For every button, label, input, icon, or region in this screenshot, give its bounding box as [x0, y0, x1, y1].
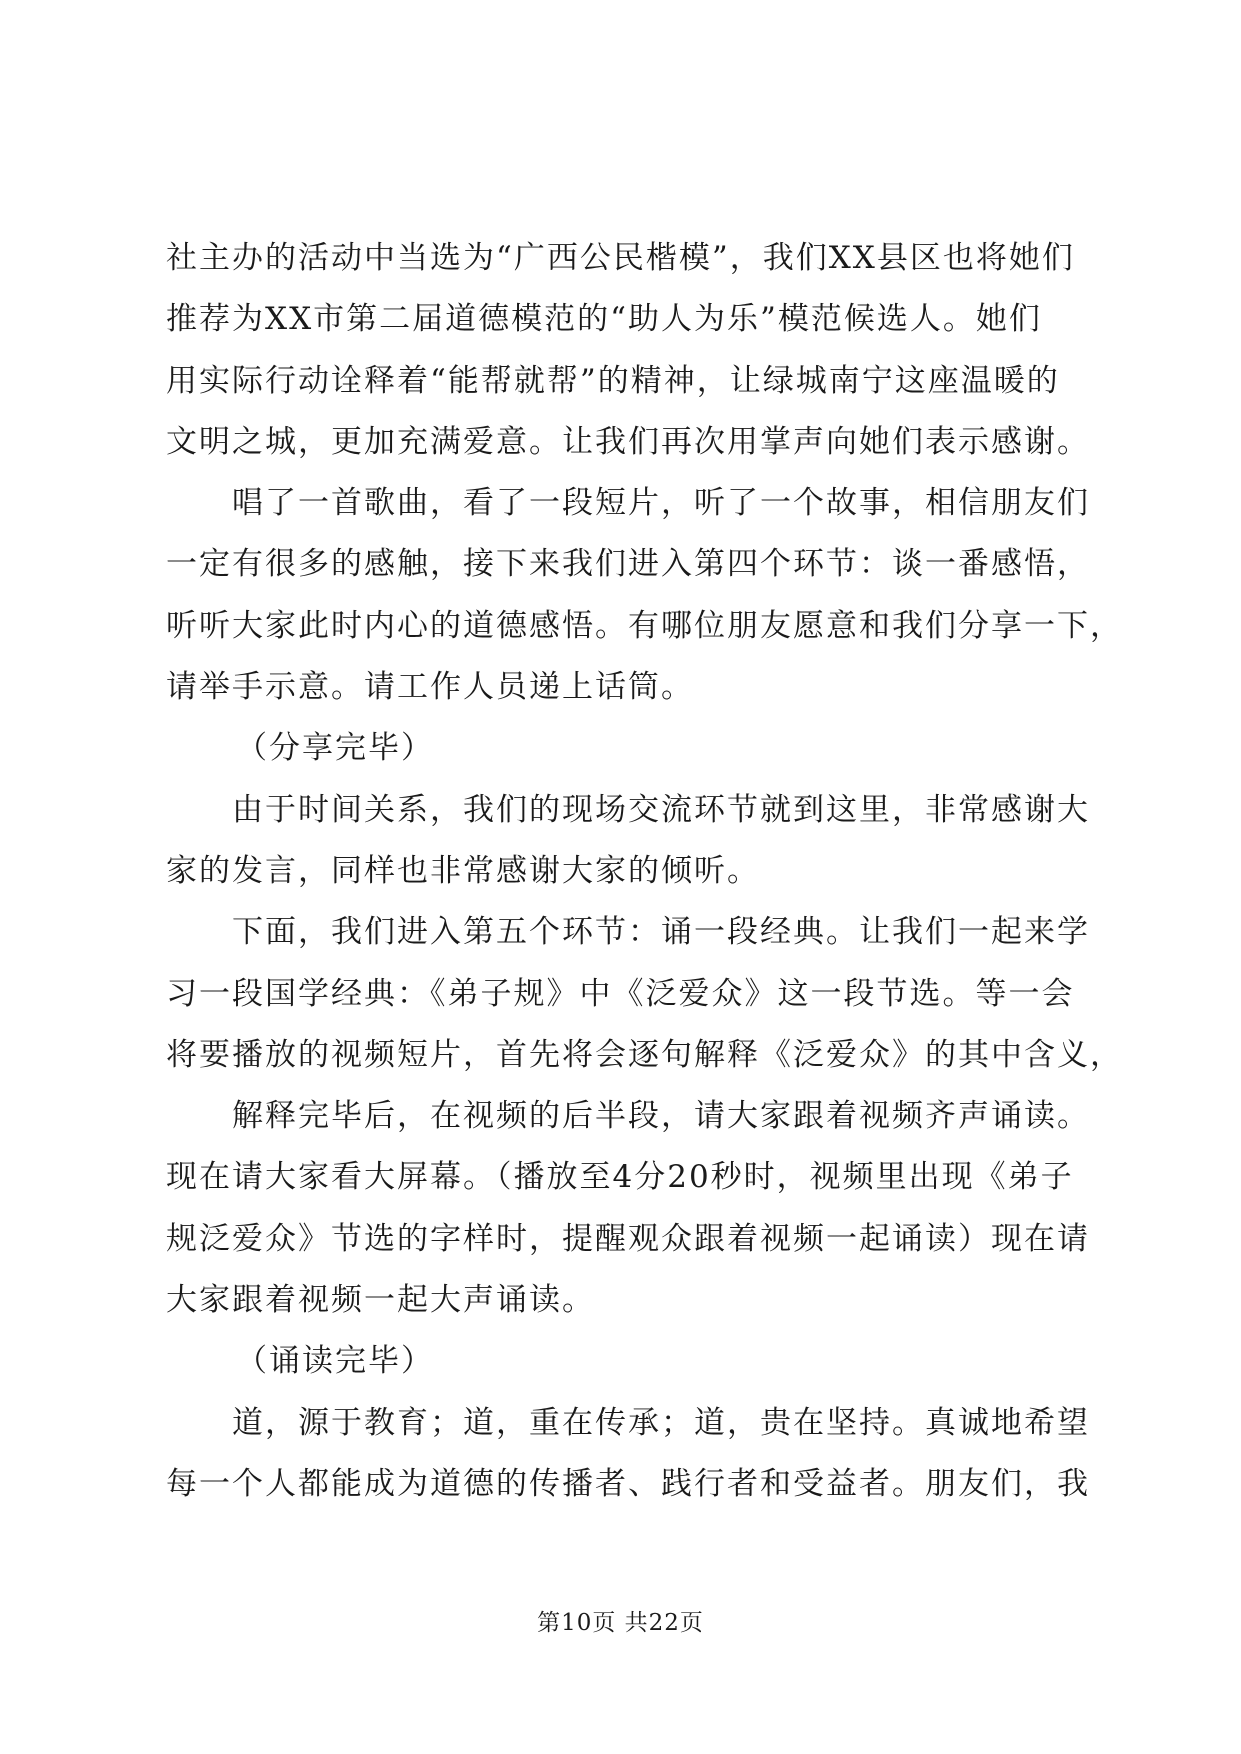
text-line: 将要播放的视频短片，首先将会逐句解释《泛爱众》的其中含义， [166, 1036, 1123, 1073]
text-line: 一定有很多的感触，接下来我们进入第四个环节：谈一番感悟， [166, 546, 1090, 583]
text-line: 每一个人都能成为道德的传播者、践行者和受益者。朋友们，我 [166, 1465, 1090, 1502]
text-line: 规泛爱众》节选的字样时，提醒观众跟着视频一起诵读）现在请 [166, 1220, 1090, 1257]
paragraph-start-line: 下面，我们进入第五个环节：诵一段经典。让我们一起来学 [232, 914, 1090, 951]
text-line: 推荐为XX市第二届道德模范的“助人为乐”模范候选人。她们 [166, 301, 1042, 338]
document-body [166, 228, 1123, 1515]
paragraph-start-line: 道，源于教育；道，重在传承；道，贵在坚持。真诚地希望 [232, 1404, 1090, 1441]
page-number: 第10页 共22页 [537, 1610, 704, 1636]
paragraph-start-line: 唱了一首歌曲，看了一段短片，听了一个故事，相信朋友们 [232, 485, 1090, 522]
paragraph-start-line: 解释完毕后，在视频的后半段，请大家跟着视频齐声诵读。 [232, 1098, 1090, 1135]
page-footer [0, 1604, 1241, 1637]
text-line: 大家跟着视频一起大声诵读。 [166, 1282, 595, 1319]
text-line: 文明之城，更加充满爱意。让我们再次用掌声向她们表示感谢。 [166, 423, 1090, 460]
text-line: 社主办的活动中当选为“广西公民楷模”，我们XX县区也将她们 [166, 240, 1075, 276]
paragraph-start-line: 由于时间关系，我们的现场交流环节就到这里，非常感谢大 [232, 791, 1090, 828]
stage-note: （诵读完毕） [236, 1343, 434, 1380]
text-line: 听听大家此时内心的道德感悟。有哪位朋友愿意和我们分享一下， [166, 607, 1123, 644]
text-line: 请举手示意。请工作人员递上话筒。 [166, 669, 694, 706]
text-line: 习一段国学经典：《弟子规》中《泛爱众》这一段节选。等一会 [166, 975, 1075, 1012]
stage-note: （分享完毕） [236, 730, 434, 767]
text-line: 现在请大家看大屏幕。（播放至4分20秒时，视频里出现《弟子 [166, 1159, 1074, 1196]
text-line: 家的发言，同样也非常感谢大家的倾听。 [166, 852, 760, 889]
text-line: 用实际行动诠释着“能帮就帮”的精神，让绿城南宁这座温暖的 [166, 362, 1060, 399]
